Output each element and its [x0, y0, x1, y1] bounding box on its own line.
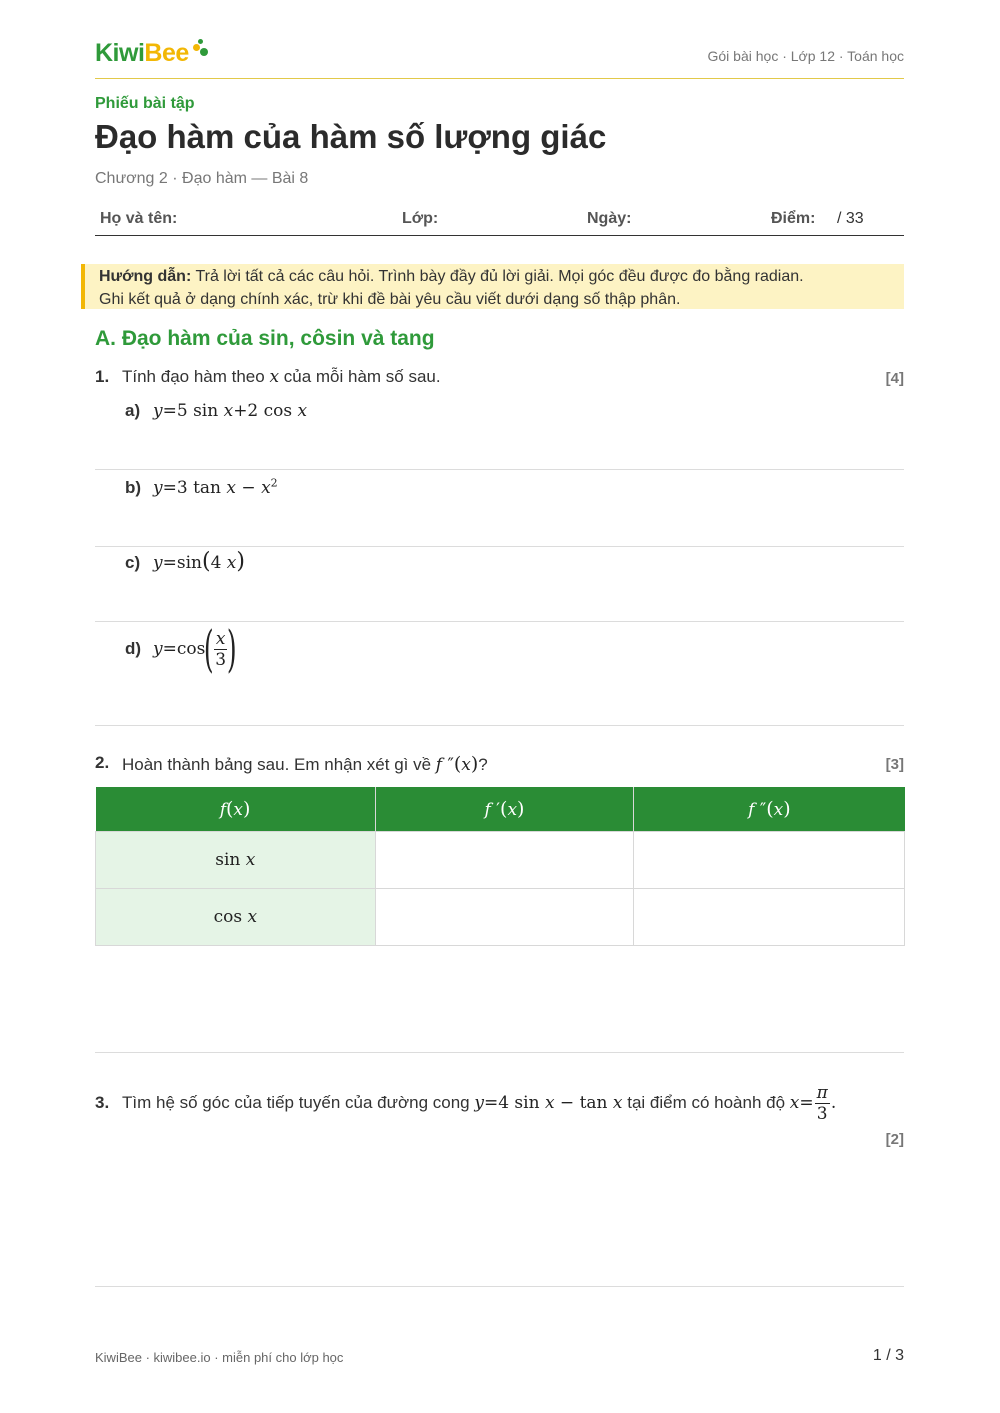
answer-cell[interactable]	[634, 889, 905, 946]
q3-marks: [2]	[885, 1131, 904, 1148]
q1-part-a	[125, 401, 307, 421]
q2-marks: [3]	[885, 756, 904, 773]
derivative-table	[95, 787, 905, 946]
date-label: Ngày:	[587, 210, 632, 227]
row-function: sin x	[96, 832, 376, 889]
part-label: b)	[125, 477, 142, 497]
worksheet-page	[95, 0, 904, 1413]
answer-cell[interactable]	[634, 832, 905, 889]
q1-part-b	[125, 476, 278, 498]
answer-line	[95, 725, 904, 726]
logo-bee-text: Bee	[144, 39, 189, 67]
q2-text: Hoàn thành bảng sau. Em nhận xét gì về f ″(x)?	[122, 753, 488, 775]
breadcrumb: Gói bài học · Lớp 12 · Toán học	[707, 48, 904, 64]
page-header	[95, 38, 904, 79]
answer-line	[95, 546, 904, 547]
header-fx: f(x)	[96, 787, 376, 832]
class-label: Lớp:	[402, 210, 439, 227]
row-function: cos x	[96, 889, 376, 946]
name-label: Họ và tên:	[100, 210, 178, 227]
part-label: c)	[125, 553, 141, 572]
table-header-row	[96, 787, 905, 832]
q3-text: Tìm hệ số góc của tiếp tuyến của đường cong y=4 sin x − tan x tại điểm có hoành độ x= $\frac{\pi}{3}$ .	[122, 1083, 837, 1124]
page-title: Đạo hàm của hàm số lượng giác	[95, 118, 607, 155]
footer-credit: KiwiBee · kiwibee.io · miễn phí cho lớp học	[95, 1350, 344, 1365]
formula: y=sin(4 x)	[153, 549, 245, 574]
part-label: a)	[125, 401, 141, 420]
answer-cell[interactable]	[375, 889, 634, 946]
worksheet-kicker: Phiếu bài tập	[95, 95, 195, 112]
score-label: Điểm:	[771, 210, 816, 227]
q1-text: Tính đạo hàm theo x của mỗi hàm số sau.	[122, 367, 441, 387]
score-total: / 33	[837, 210, 864, 227]
formula: y=cos( $\frac{x}{3}$ )	[153, 620, 238, 678]
instructions-text-2: Ghi kết quả ở dạng chính xác, trừ khi đề bài yêu cầu viết dưới dạng số thập phân.	[99, 291, 681, 308]
answer-line	[95, 1052, 904, 1053]
q3-number: 3.	[95, 1093, 110, 1112]
logo-kiwi-text: Kiwi	[95, 39, 145, 67]
q1-part-c	[125, 549, 245, 574]
instructions-text-1: Trả lời tất cả các câu hỏi. Trình bày đầy đủ lời giải. Mọi góc đều được đo bằng radian.	[191, 268, 804, 285]
q1-part-d	[125, 620, 238, 678]
answer-line	[95, 621, 904, 622]
student-info-row	[95, 200, 904, 236]
answer-cell[interactable]	[375, 832, 634, 889]
section-a-title: A. Đạo hàm của sin, côsin và tang	[95, 327, 435, 350]
header-f-prime: f ′(x)	[375, 787, 634, 832]
answer-line	[95, 1286, 904, 1287]
table-row	[96, 832, 905, 889]
q1-marks: [4]	[885, 370, 904, 387]
page-number: 1 / 3	[872, 1347, 904, 1364]
part-label: d)	[125, 638, 142, 658]
answer-line	[95, 469, 904, 470]
q2-number: 2.	[95, 753, 110, 772]
table-row	[96, 889, 905, 946]
page-subtitle: Chương 2 · Đạo hàm — Bài 8	[95, 170, 309, 187]
instructions-box	[81, 264, 904, 309]
q1-number: 1.	[95, 367, 110, 386]
kiwibee-logo	[95, 38, 209, 68]
instructions-label: Hướng dẫn:	[99, 268, 192, 285]
logo-dots-icon	[191, 38, 209, 58]
formula: y=5 sin x+2 cos x	[153, 401, 308, 421]
header-f-double-prime: f ″(x)	[634, 787, 905, 832]
formula: y=3 $\tan x - x^2$	[153, 476, 278, 498]
